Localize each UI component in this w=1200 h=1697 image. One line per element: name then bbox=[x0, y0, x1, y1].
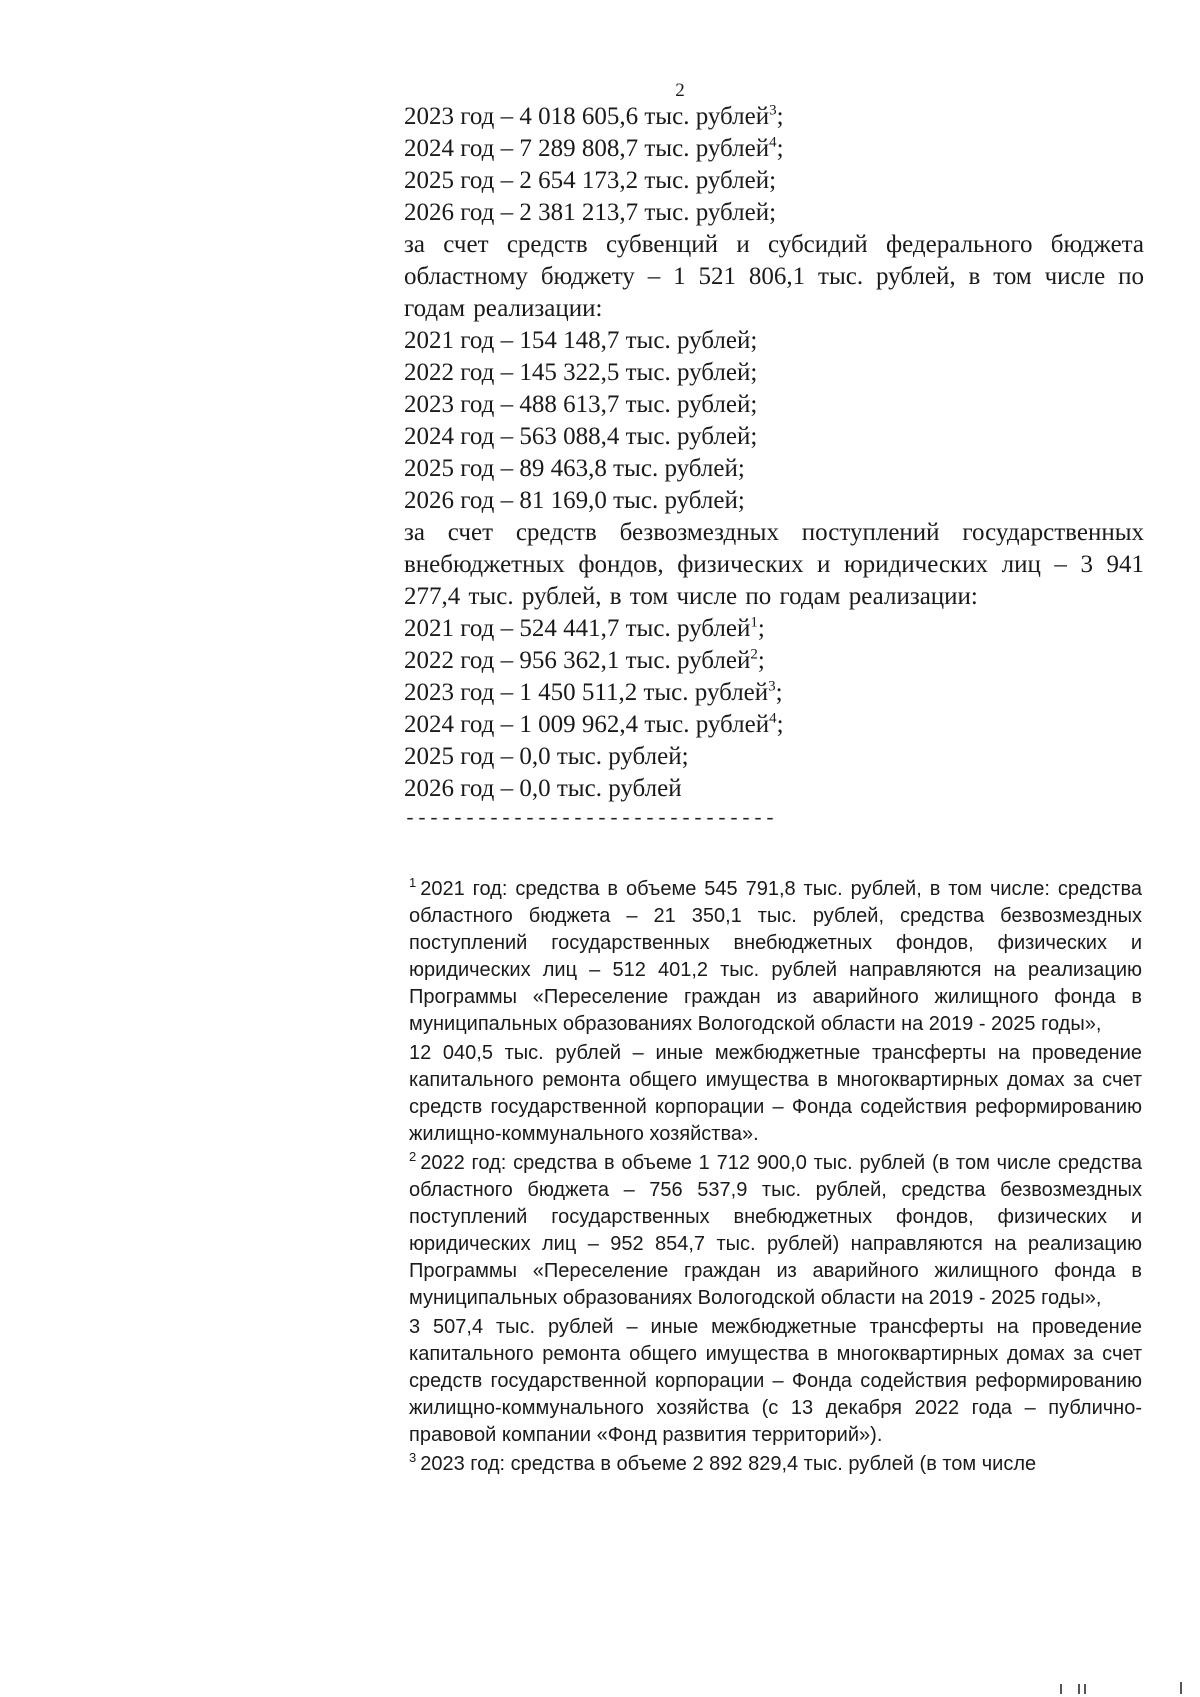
footnote-ref[interactable]: 3 bbox=[769, 102, 777, 119]
year-line: 2026 год – 2 381 213,7 тыс. рублей; bbox=[404, 199, 777, 226]
footnote-number: 2 bbox=[409, 1149, 417, 1165]
year-line: 2024 год – 1 009 962,4 тыс. рублей$^4$; bbox=[404, 710, 784, 738]
scan-artifact bbox=[1078, 1684, 1080, 1694]
federal-year-list bbox=[404, 325, 1144, 517]
footnote-ref[interactable]: 1 bbox=[750, 614, 758, 631]
scan-artifact bbox=[1180, 1682, 1182, 1694]
federal-funding-intro: за счет средств субвенций и субсидий федерального бюджета областному бюджету – 1 521 806,1 тыс. рублей, в том числе по годам реализации: bbox=[404, 231, 1144, 322]
footnote-2: $^2$ 2022 год: средства в объеме 1 712 900,0 тыс. рублей (в том числе средства областного бюджета – 756 537,9 тыс. рублей, средства безвозмездных поступлений государственных внебюджетных фондов, физических и юридических лиц – 952 854,7 тыс. рублей) направляются на реализацию Программы «Переселение граждан из аварийного жилищного фонда в муниципальных образованиях Вологодской области на 2019 - 2025 годы», bbox=[409, 1149, 1142, 1309]
year-line: 2023 год – 1 450 511,2 тыс. рублей$^3$; bbox=[404, 678, 783, 706]
year-line: 2025 год – 2 654 173,2 тыс. рублей; bbox=[404, 167, 777, 194]
year-line: 2026 год – 81 169,0 тыс. рублей; bbox=[404, 487, 745, 514]
footnote-ref[interactable]: 4 bbox=[769, 134, 777, 151]
scan-artifact bbox=[1084, 1684, 1086, 1694]
top-year-list bbox=[404, 101, 1144, 229]
year-line: 2021 год – 524 441,7 тыс. рублей$^1$; bbox=[404, 614, 765, 642]
footnote-ref[interactable]: 2 bbox=[750, 646, 758, 663]
footnote-2-continued: 3 507,4 тыс. рублей – иные межбюджетные трансферты на проведение капитального ремонта общего имущества в многоквартирных домах за счет средств государственной корпорации – Фонда содействия реформированию жилищно-коммунального хозяйства (с 13 декабря 2022 года – публично-правовой компании «Фонд развития территорий»). bbox=[409, 1316, 1142, 1446]
year-line: 2026 год – 0,0 тыс. рублей bbox=[404, 775, 682, 802]
year-line: 2025 год – 89 463,8 тыс. рублей; bbox=[404, 455, 745, 482]
year-line: 2022 год – 956 362,1 тыс. рублей$^2$; bbox=[404, 646, 765, 674]
footnote-3: $^3$ 2023 год: средства в объеме 2 892 829,4 тыс. рублей (в том числе bbox=[409, 1450, 1037, 1475]
scan-artifact bbox=[1060, 1684, 1062, 1694]
footnote-ref[interactable]: 3 bbox=[768, 678, 776, 695]
year-line: 2024 год – 563 088,4 тыс. рублей; bbox=[404, 423, 758, 450]
footnote-divider: ------------------------------- bbox=[404, 808, 777, 831]
gratuitous-year-list bbox=[404, 613, 1144, 805]
year-line: 2024 год – 7 289 808,7 тыс. рублей$^4$; bbox=[404, 134, 784, 162]
year-line: 2025 год – 0,0 тыс. рублей; bbox=[404, 743, 689, 770]
footnotes bbox=[409, 876, 1142, 1478]
year-line: 2023 год – 4 018 605,6 тыс. рублей$^3$; bbox=[404, 102, 784, 130]
page-number: 2 bbox=[675, 80, 685, 101]
footnote-1-continued: 12 040,5 тыс. рублей – иные межбюджетные трансферты на проведение капитального ремонта общего имущества в многоквартирных домах за счет средств государственной корпорации – Фонда содействия реформированию жилищно-коммунального хозяйства». bbox=[409, 1042, 1142, 1145]
footnote-1: $^1$ 2021 год: средства в объеме 545 791,8 тыс. рублей, в том числе: средства областного бюджета – 21 350,1 тыс. рублей, средства безвозмездных поступлений государственных внебюджетных фондов, физических и юридических лиц – 512 401,2 тыс. рублей направляются на реализацию Программы «Переселение граждан из аварийного жилищного фонда в муниципальных образованиях Вологодской области на 2019 - 2025 годы», bbox=[409, 875, 1142, 1035]
footnote-ref[interactable]: 4 bbox=[769, 710, 777, 727]
year-line: 2022 год – 145 322,5 тыс. рублей; bbox=[404, 359, 758, 386]
year-line: 2021 год – 154 148,7 тыс. рублей; bbox=[404, 327, 758, 354]
footnote-number: 3 bbox=[409, 1450, 417, 1466]
gratuitous-funding-intro: за счет средств безвозмездных поступлений государственных внебюджетных фондов, физических и юридических лиц – 3 941 277,4 тыс. рублей, в том числе по годам реализации: bbox=[404, 519, 1144, 610]
footnote-number: 1 bbox=[409, 875, 417, 891]
year-line: 2023 год – 488 613,7 тыс. рублей; bbox=[404, 391, 758, 418]
financing-section bbox=[404, 101, 1144, 831]
